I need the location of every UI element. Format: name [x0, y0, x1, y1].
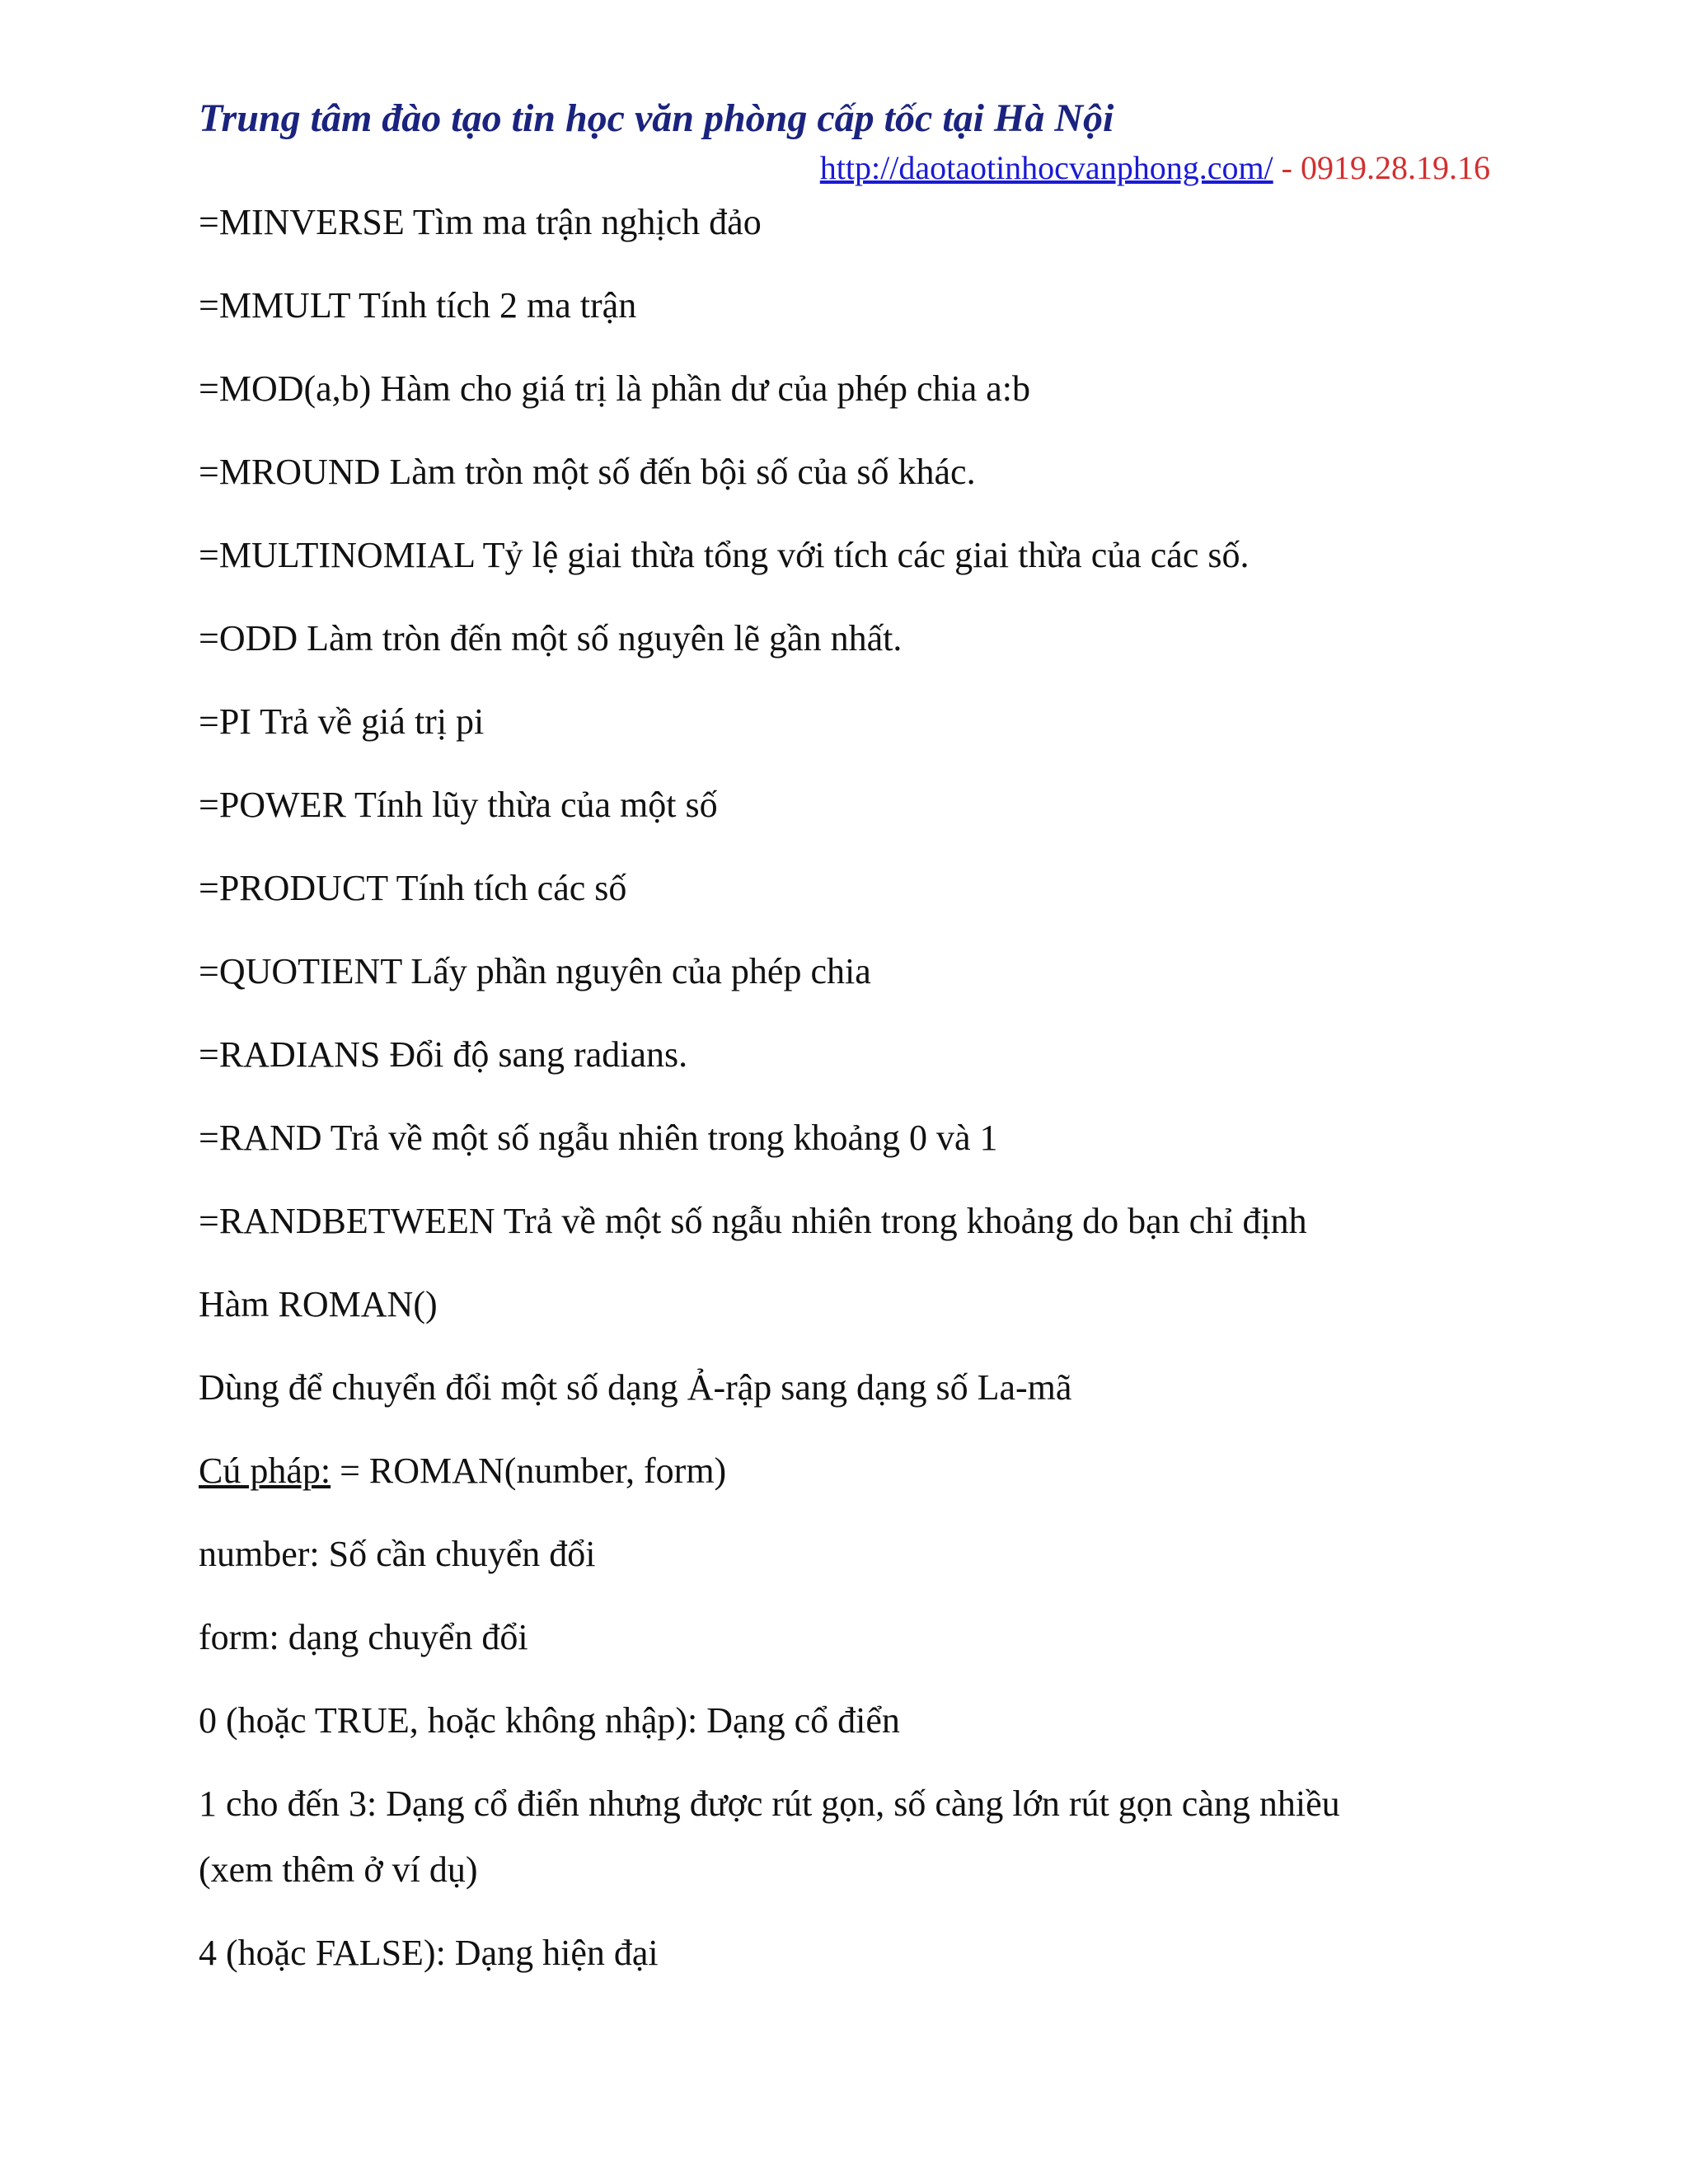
function-line-randbetween: =RANDBETWEEN Trả về một số ngẫu nhiên trong khoảng do bạn chỉ định [199, 1201, 1307, 1241]
function-line-mround: =MROUND Làm tròn một số đến bội số của số khác. [199, 452, 976, 492]
header-separator: - [1273, 149, 1301, 186]
header-title: Trung tâm đào tạo tin học văn phòng cấp tốc tại Hà Nội [199, 96, 1114, 140]
form-option-0: 0 (hoặc TRUE, hoặc không nhập): Dạng cổ điển [199, 1700, 900, 1741]
syntax-line [199, 1450, 726, 1492]
syntax-label: Cú pháp: [199, 1451, 331, 1491]
form-option-4: 4 (hoặc FALSE): Dạng hiện đại [199, 1933, 659, 1973]
function-line-minverse: =MINVERSE Tìm ma trận nghịch đảo [199, 202, 762, 242]
function-line-rand: =RAND Trả về một số ngẫu nhiên trong khoảng 0 và 1 [199, 1118, 998, 1158]
function-line-radians: =RADIANS Đổi độ sang radians. [199, 1034, 688, 1075]
function-line-pi: =PI Trả về giá trị pi [199, 701, 485, 742]
form-option-1-3: 1 cho đến 3: Dạng cổ điển nhưng được rút gọn, số càng lớn rút gọn càng nhiều [199, 1783, 1340, 1824]
header-url-link[interactable]: http://daotaotinhocvanphong.com/ [819, 149, 1273, 186]
function-line-quotient: =QUOTIENT Lấy phần nguyên của phép chia [199, 951, 871, 991]
function-line-odd: =ODD Làm tròn đến một số nguyên lẽ gần nhất. [199, 618, 903, 658]
header-contact [820, 148, 1490, 187]
function-line-mod: =MOD(a,b) Hàm cho giá trị là phần dư của phép chia a:b [199, 368, 1030, 409]
section-heading-roman: Hàm ROMAN() [199, 1284, 438, 1324]
roman-description: Dùng để chuyển đổi một số dạng Ả-rập sang dạng số La-mã [199, 1367, 1072, 1408]
function-line-multinomial: =MULTINOMIAL Tỷ lệ giai thừa tổng với tích các giai thừa của các số. [199, 535, 1250, 575]
param-form: form: dạng chuyển đổi [199, 1617, 528, 1657]
function-line-mmult: =MMULT Tính tích 2 ma trận [199, 285, 637, 326]
form-option-1-3-note: (xem thêm ở ví dụ) [199, 1849, 478, 1890]
header-phone: 0919.28.19.16 [1301, 149, 1490, 186]
function-line-power: =POWER Tính lũy thừa của một số [199, 785, 718, 825]
param-number: number: Số cần chuyển đổi [199, 1534, 596, 1574]
syntax-text: = ROMAN(number, form) [331, 1451, 727, 1491]
function-line-product: =PRODUCT Tính tích các số [199, 868, 627, 908]
